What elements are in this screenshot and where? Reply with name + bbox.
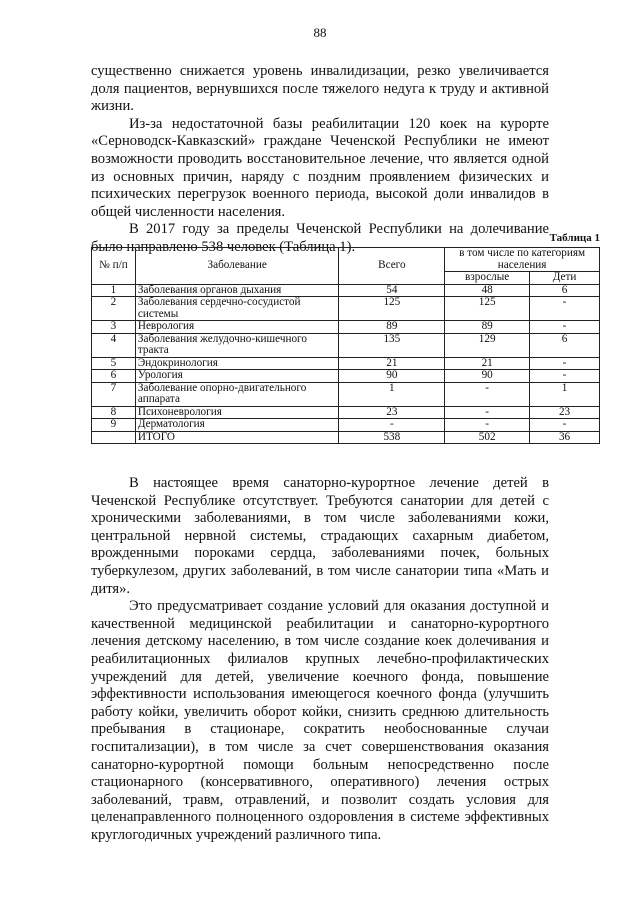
table-row xyxy=(92,333,600,357)
table-row xyxy=(92,406,600,419)
table-row xyxy=(92,297,600,321)
table-row xyxy=(92,370,600,383)
row-disease: Психоневрология xyxy=(135,406,339,419)
header-adults: взрослые xyxy=(445,272,530,285)
row-adults: - xyxy=(445,406,530,419)
row-adults: 125 xyxy=(445,297,530,321)
row-disease: Неврология xyxy=(135,321,339,334)
row-adults: - xyxy=(445,419,530,432)
row-disease: Заболевания органов дыхания xyxy=(135,284,339,297)
row-adults: 89 xyxy=(445,321,530,334)
row-children: - xyxy=(530,370,600,383)
intro-text-block xyxy=(91,63,549,257)
row-adults: 90 xyxy=(445,370,530,383)
row-children: - xyxy=(530,321,600,334)
row-adults: - xyxy=(445,382,530,406)
header-disease: Заболевание xyxy=(135,248,339,285)
row-disease: Заболевания сердечно-сосудистой системы xyxy=(135,297,339,321)
row-total: 90 xyxy=(339,370,445,383)
total-total: 538 xyxy=(339,431,445,444)
row-children: 6 xyxy=(530,284,600,297)
main-text-block xyxy=(91,475,549,844)
table-row xyxy=(92,382,600,406)
row-children: 23 xyxy=(530,406,600,419)
row-total: 21 xyxy=(339,357,445,370)
total-children: 36 xyxy=(530,431,600,444)
row-adults: 21 xyxy=(445,357,530,370)
paragraph: Это предусматривает создание условий для оказания доступной и качественной медицинской реабилитации и санаторно-курортного лечения детскому населению, в том числе создание коек долечивания и реабилитационных филиалов крупных лечебно-профилактических учреждений для детей, увеличение коечного фонда, повышение эффективности использования имеющегося коечного фонда (улучшить работу койки, увеличить оборот койки, снизить среднюю длительность пребывания в стационаре, сократить необоснованные случаи госпитализации), в том числе за счет совершенствования оказания санаторно-курортной помощи больным непосредственно после стационарного (консервативного, оперативного) лечения острых заболеваний, травм, отравлений, и позволит создать условия для целенаправленного полноценного оздоровления в системе эффективных круглогодичных учреждений различного типа. xyxy=(91,598,549,843)
page-number: 88 xyxy=(313,25,327,40)
row-num: 3 xyxy=(92,321,136,334)
row-num: 6 xyxy=(92,370,136,383)
row-num: 9 xyxy=(92,419,136,432)
row-total: 23 xyxy=(339,406,445,419)
row-total: 125 xyxy=(339,297,445,321)
row-total: - xyxy=(339,419,445,432)
table-row xyxy=(92,419,600,432)
paragraph: существенно снижается уровень инвалидизации, резко увеличивается доля пациентов, вернувшихся после тяжелого недуга к труду и активной жизни. xyxy=(91,63,549,115)
row-disease: Эндокринология xyxy=(135,357,339,370)
row-disease: Дерматология xyxy=(135,419,339,432)
row-num: 4 xyxy=(92,333,136,357)
header-total: Всего xyxy=(339,248,445,285)
header-including: в том числе по категориям населения xyxy=(445,248,600,272)
total-label: ИТОГО xyxy=(135,431,339,444)
table-header-row xyxy=(92,248,600,272)
row-children: 1 xyxy=(530,382,600,406)
header-num: № п/п xyxy=(92,248,136,285)
total-num xyxy=(92,431,136,444)
table-row xyxy=(92,321,600,334)
header-children: Дети xyxy=(530,272,600,285)
row-num: 7 xyxy=(92,382,136,406)
total-adults: 502 xyxy=(445,431,530,444)
disease-table xyxy=(91,247,600,444)
paragraph: В 2017 году за пределы Чеченской Республики на долечивание было направлено 538 человек (Таблица 1). xyxy=(91,221,549,255)
row-total: 54 xyxy=(339,284,445,297)
row-children: - xyxy=(530,419,600,432)
row-num: 8 xyxy=(92,406,136,419)
table-body xyxy=(92,284,600,431)
paragraph: Из-за недостаточной базы реабилитации 120 коек на курорте «Серноводск-Кавказский» граждане Чеченской Республики не имеют возможности проводить восстановительное лечение, что является одной из основных причин, наряду с поздним проявлением физических и психических перегрузок военного периода, высокой доли инвалидов в общей численности населения. xyxy=(91,115,549,220)
row-children: 6 xyxy=(530,333,600,357)
row-total: 1 xyxy=(339,382,445,406)
row-adults: 129 xyxy=(445,333,530,357)
paragraph: В настоящее время санаторно-курортное лечение детей в Чеченской Республике отсутствует. Требуются санатории для детей с хроническими заболеваниями, в том числе заболеваниями кожи, центральной нервной системы, страдающих сахарным диабетом, врожденными пороками сердца, заболеваниями почек, больных туберкулезом, других заболеваний, в том числе санатории типа «Мать и дитя». xyxy=(91,475,549,597)
row-total: 135 xyxy=(339,333,445,357)
row-children: - xyxy=(530,297,600,321)
table-row xyxy=(92,357,600,370)
row-disease: Заболевания желудочно-кишечного тракта xyxy=(135,333,339,357)
row-disease: Урология xyxy=(135,370,339,383)
row-num: 5 xyxy=(92,357,136,370)
row-total: 89 xyxy=(339,321,445,334)
table-row xyxy=(92,284,600,297)
row-num: 2 xyxy=(92,297,136,321)
table-total-row xyxy=(92,431,600,444)
row-children: - xyxy=(530,357,600,370)
row-num: 1 xyxy=(92,284,136,297)
table-caption: Таблица 1 xyxy=(549,232,600,244)
row-adults: 48 xyxy=(445,284,530,297)
row-disease: Заболевание опорно-двигательного аппарата xyxy=(135,382,339,406)
